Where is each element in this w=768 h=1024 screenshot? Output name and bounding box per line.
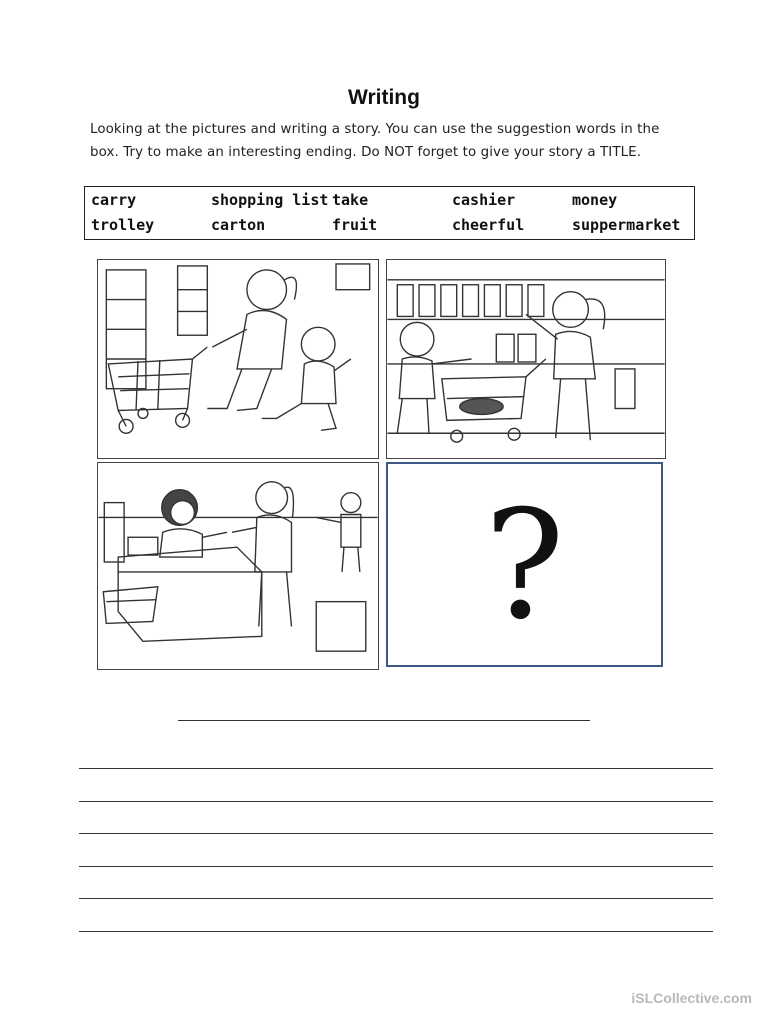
- word-trolley: trolley: [91, 216, 155, 234]
- watermark: iSLCollective.com: [631, 990, 752, 1006]
- story-title-line[interactable]: [178, 720, 590, 721]
- word-cashier: cashier: [452, 191, 516, 209]
- word-carton: carton: [211, 216, 266, 234]
- picture-panel-3: [97, 462, 379, 670]
- word-fruit: fruit: [332, 216, 378, 234]
- picture-panel-4: [386, 462, 663, 667]
- instructions-line-2: box. Try to make an interesting ending. Do NOT forget to give your story a TITLE.: [90, 145, 642, 160]
- picture-panel-2: [386, 259, 666, 459]
- writing-line-4[interactable]: [79, 866, 713, 867]
- writing-line-5[interactable]: [79, 898, 713, 899]
- word-shopping-list: shopping list: [211, 191, 329, 209]
- illustration-trolley-scene: [98, 260, 378, 458]
- worksheet-title: Writing: [348, 86, 420, 109]
- writing-line-2[interactable]: [79, 801, 713, 802]
- word-suppermarket: suppermarket: [572, 216, 681, 234]
- writing-line-3[interactable]: [79, 833, 713, 834]
- instructions-line-1: Looking at the pictures and writing a story. You can use the suggestion words in the: [90, 122, 660, 137]
- illustration-shelf-scene: [387, 260, 665, 458]
- word-money: money: [572, 191, 618, 209]
- question-mark-icon: ?: [484, 479, 565, 653]
- suggestion-word-box: [84, 186, 695, 240]
- writing-line-1[interactable]: [79, 768, 713, 769]
- illustration-cashier-scene: [98, 463, 378, 669]
- picture-panel-1: [97, 259, 379, 459]
- word-take: take: [332, 191, 369, 209]
- instructions: [90, 118, 700, 164]
- word-carry: carry: [91, 191, 137, 209]
- word-cheerful: cheerful: [452, 216, 525, 234]
- writing-line-6[interactable]: [79, 931, 713, 932]
